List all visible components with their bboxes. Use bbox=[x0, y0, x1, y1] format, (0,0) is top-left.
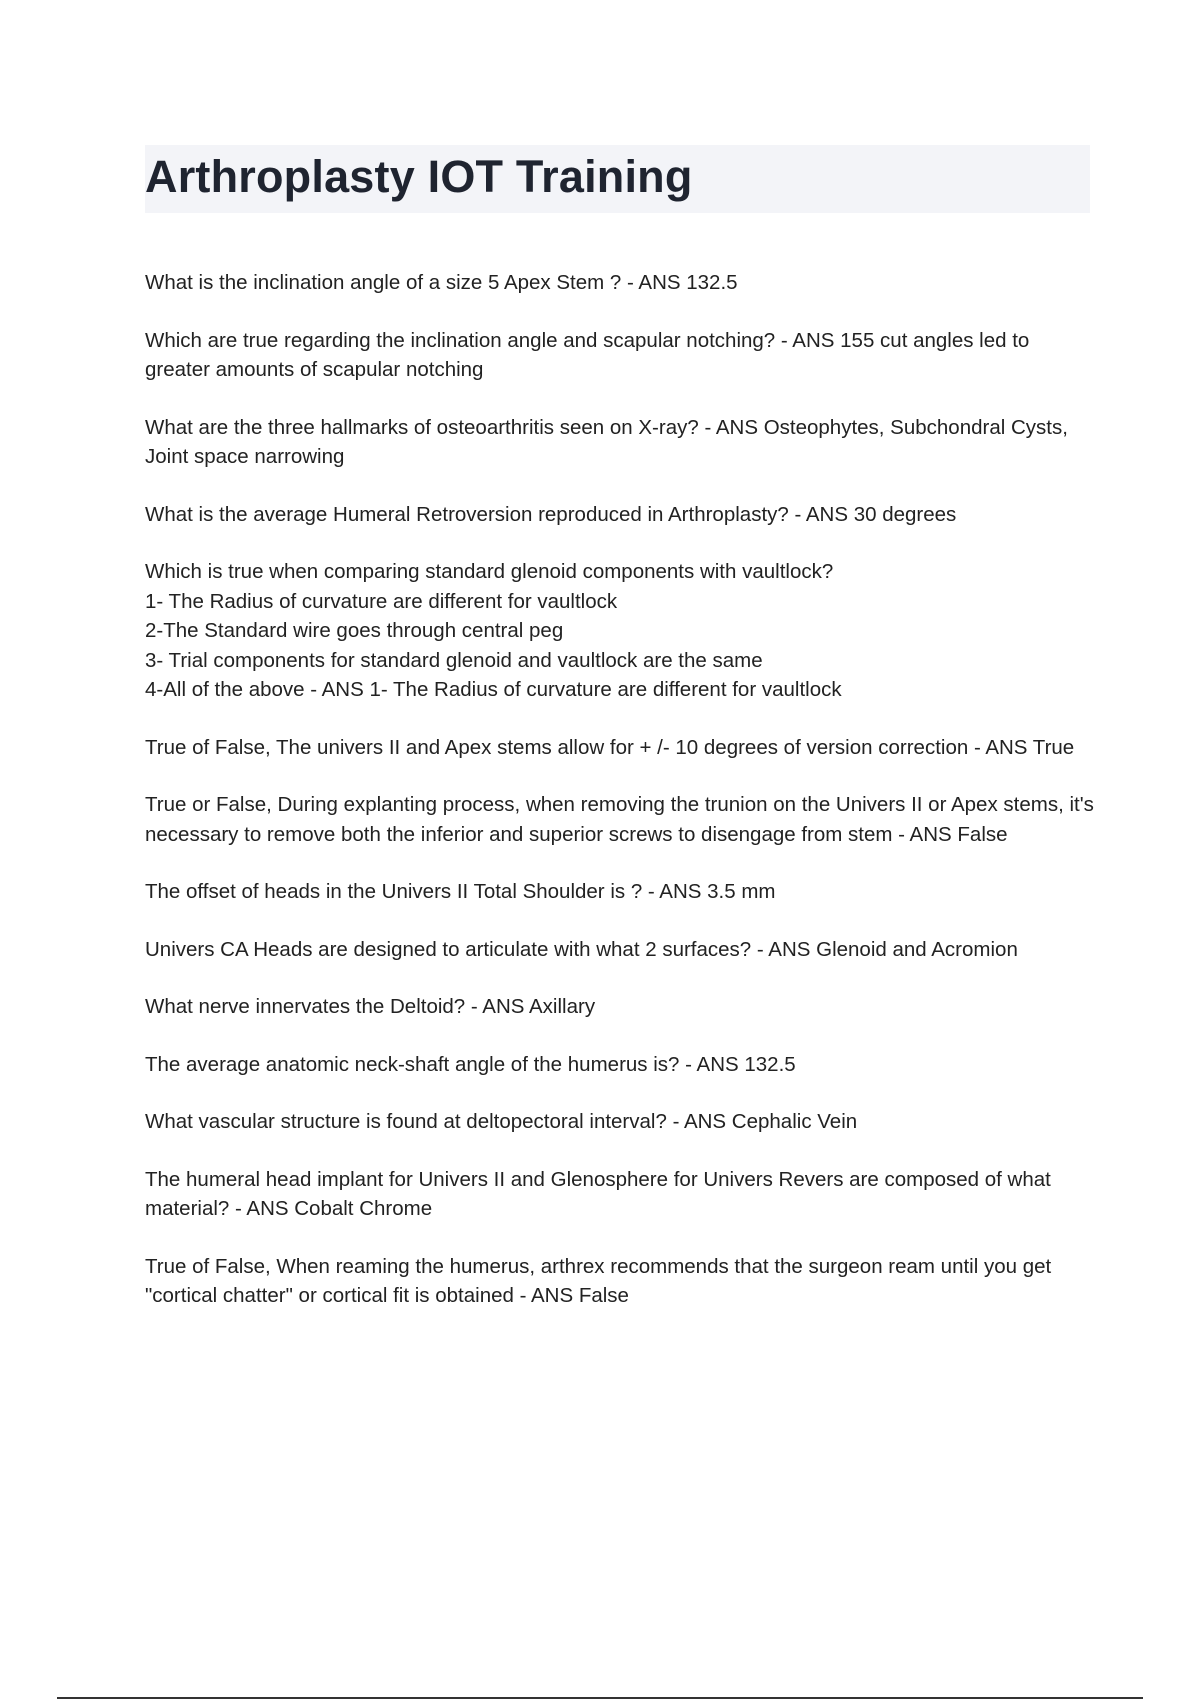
qa-item: Which are true regarding the inclination angle and scapular notching? - ANS 155 cut angles led to greater amounts of scapular notching bbox=[145, 328, 1030, 381]
qa-item: True of False, When reaming the humerus, arthrex recommends that the surgeon ream until you get "cortical chatter" or cortical fit is obtained - ANS False bbox=[145, 1254, 1052, 1307]
qa-list bbox=[145, 268, 1095, 1339]
qa-item: The humeral head implant for Univers II and Glenosphere for Univers Revers are composed of what material? - ANS Cobalt Chrome bbox=[145, 1167, 1051, 1220]
footer-divider bbox=[57, 1697, 1143, 1699]
qa-item: What is the inclination angle of a size 5 Apex Stem ? - ANS 132.5 bbox=[145, 271, 738, 294]
qa-item: True of False, The univers II and Apex stems allow for + /- 10 degrees of version correction - ANS True bbox=[145, 735, 1075, 759]
qa-item: True or False, During explanting process, when removing the trunion on the Univers II or Apex stems, it's necessary to remove both the inferior and superior screws to disengage from stem - ANS False bbox=[145, 793, 1094, 846]
qa-item: What are the three hallmarks of osteoarthritis seen on X-ray? - ANS Osteophytes, Subchondral Cysts, Joint space narrowing bbox=[145, 415, 1068, 468]
qa-item: Which is true when comparing standard glenoid components with vaultlock? 1- The Radius of curvature are different for vaultlock 2-The Standard wire goes through central peg 3- Trial components for standard glenoid and vaultlock are the same 4-All of the above - ANS 1- The Radius of curvature are different for vaultlock bbox=[145, 560, 842, 701]
title-banner bbox=[145, 145, 1090, 213]
qa-item: What is the average Humeral Retroversion reproduced in Arthroplasty? - ANS 30 degrees bbox=[145, 502, 957, 526]
qa-item: The offset of heads in the Univers II Total Shoulder is ? - ANS 3.5 mm bbox=[145, 880, 776, 903]
qa-item: What vascular structure is found at deltopectoral interval? - ANS Cephalic Vein bbox=[145, 1110, 858, 1133]
qa-item: The average anatomic neck-shaft angle of the humerus is? - ANS 132.5 bbox=[145, 1052, 796, 1076]
qa-item: What nerve innervates the Deltoid? - ANS Axillary bbox=[145, 995, 596, 1018]
qa-item: Univers CA Heads are designed to articulate with what 2 surfaces? - ANS Glenoid and Acromion bbox=[145, 937, 1018, 961]
page-title: Arthroplasty IOT Training bbox=[145, 151, 693, 202]
